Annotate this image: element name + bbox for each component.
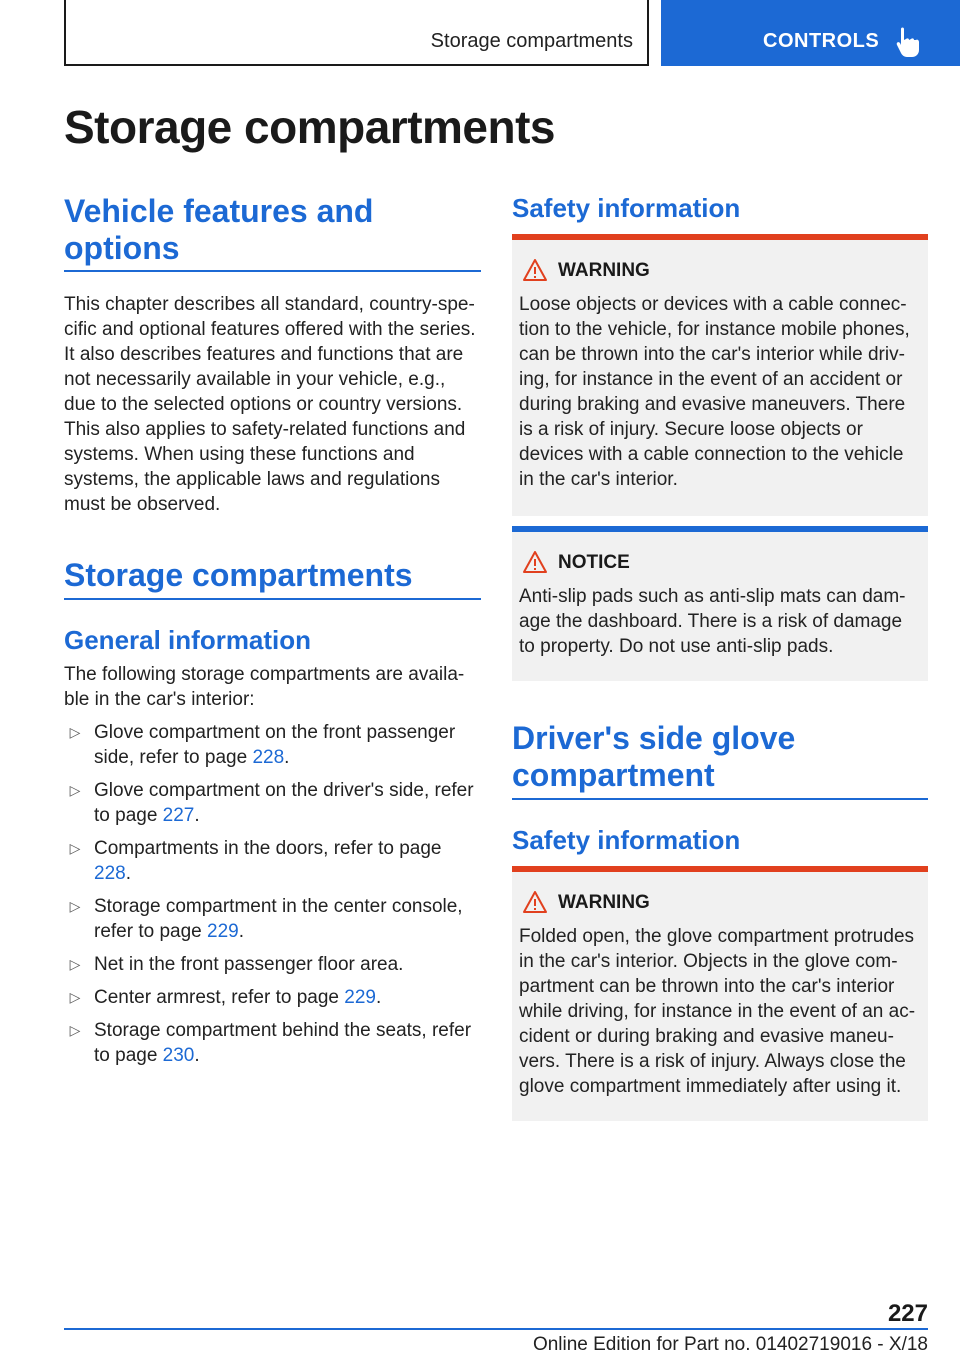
page-reference-link[interactable]: 229 <box>207 921 239 942</box>
edition-note: Online Edition for Part no. 01402719016 - X/18 <box>532 1334 928 1355</box>
page-reference-link[interactable]: 228 <box>252 747 285 768</box>
page-reference-link[interactable]: 230 <box>162 1045 195 1066</box>
list-bullet-triangle-icon: ▷ <box>69 1022 81 1038</box>
list-item-end: . <box>238 921 245 942</box>
list-bullet-triangle-icon: ▷ <box>69 724 81 740</box>
footer-rule <box>64 1328 928 1330</box>
list-item <box>64 778 481 828</box>
list-item <box>64 836 481 886</box>
general-information-paragraph: The following storage compartments are available in the car's interior: <box>64 664 465 710</box>
vehicle-features-paragraph: This chapter describes all standard, country-specific and optional features offered with the series. It also describes features and functions that are not necessarily available in your vehicle, e.g., due to the selected options or country versions. This also applies to safety-related functions and systems. When using these functions and systems, the applicable laws and regulations must be observed. <box>64 294 476 515</box>
heading-rule <box>512 798 928 800</box>
page-title: Storage compartments <box>64 101 556 153</box>
warning-triangle-icon <box>522 890 548 914</box>
notice-title: NOTICE <box>558 552 630 573</box>
list-bullet-triangle-icon: ▷ <box>69 989 81 1005</box>
list-item-end: . <box>194 805 200 826</box>
notice-body: Anti-slip pads such as anti-slip mats can damage the dashboard. There is a risk of damage to property. Do not use anti-slip pads. <box>519 586 906 657</box>
list-item-text: Glove compartment on the driver's side, refer to page <box>94 780 474 826</box>
header-section-box <box>64 0 649 66</box>
warning-body: Loose objects or devices with a cable connection to the vehicle, for instance mobile phones, can be thrown into the car's interior while driving, for instance in the event of an accident or during braking and evasive maneuvers. There is a risk of injury. Secure loose objects or devices with a cable connection to the vehicle in the car's interior. <box>519 294 910 490</box>
list-item <box>64 985 481 1010</box>
header-section-title: Storage compartments <box>430 30 633 52</box>
warning-body-2: Folded open, the glove compartment protrudes in the car's interior. Objects in the glove compartment can be thrown into the car's interior while driving, for instance in the event of an accident or during braking and evasive maneuvers. There is a risk of injury. Always close the glove compartment immediately after using it. <box>519 926 916 1097</box>
list-bullet-triangle-icon: ▷ <box>69 898 81 914</box>
heading-storage-compartments: Storage compartments <box>64 557 413 593</box>
heading-safety-information-2: Safety information <box>512 825 741 855</box>
notice-box <box>512 526 928 681</box>
list-bullet-triangle-icon: ▷ <box>69 840 81 856</box>
page-reference-link[interactable]: 228 <box>94 863 126 884</box>
heading-vehicle-features: Vehicle features and options <box>64 193 374 266</box>
pointing-hand-icon <box>893 26 923 58</box>
page-reference-link[interactable]: 227 <box>162 805 195 826</box>
heading-safety-information: Safety information <box>512 193 741 223</box>
warning-triangle-icon <box>522 258 548 282</box>
list-item-text: Center armrest, refer to page <box>94 987 345 1008</box>
list-item-end: . <box>125 863 131 884</box>
list-item-text: Compartments in the doors, refer to page <box>94 838 442 859</box>
list-bullet-triangle-icon: ▷ <box>69 782 81 798</box>
list-bullet-triangle-icon: ▷ <box>69 956 81 972</box>
warning-title-2: WARNING <box>558 892 650 913</box>
list-item-end: . <box>284 747 290 768</box>
warning-triangle-icon <box>522 550 548 574</box>
heading-rule <box>64 270 481 272</box>
list-item-text: Glove compartment on the front passenger side, refer to page <box>94 722 456 768</box>
page-number: 227 <box>887 1300 928 1327</box>
heading-rule <box>64 598 481 600</box>
list-item <box>64 1018 481 1068</box>
warning-box-2 <box>512 866 928 1121</box>
header-chapter-tab[interactable] <box>661 0 960 66</box>
heading-general-information: General information <box>64 625 312 655</box>
list-item-text: Net in the front passenger floor area. <box>94 954 404 975</box>
list-item-text: Storage compartment in the center console, refer to page <box>94 896 463 942</box>
page-reference-link[interactable]: 229 <box>344 987 376 1008</box>
list-item-end: . <box>375 987 382 1008</box>
warning-title: WARNING <box>558 260 650 281</box>
list-item-text: Storage compartment behind the seats, refer to page <box>94 1020 472 1066</box>
storage-compartments-list <box>64 720 481 1076</box>
list-item <box>64 894 481 944</box>
list-item <box>64 952 481 977</box>
warning-box <box>512 234 928 516</box>
heading-drivers-side-glove-compartment: Driver's side glove compartment <box>512 720 796 793</box>
header-chapter-label: CONTROLS <box>763 30 880 52</box>
list-item <box>64 720 481 770</box>
list-item-end: . <box>194 1045 200 1066</box>
